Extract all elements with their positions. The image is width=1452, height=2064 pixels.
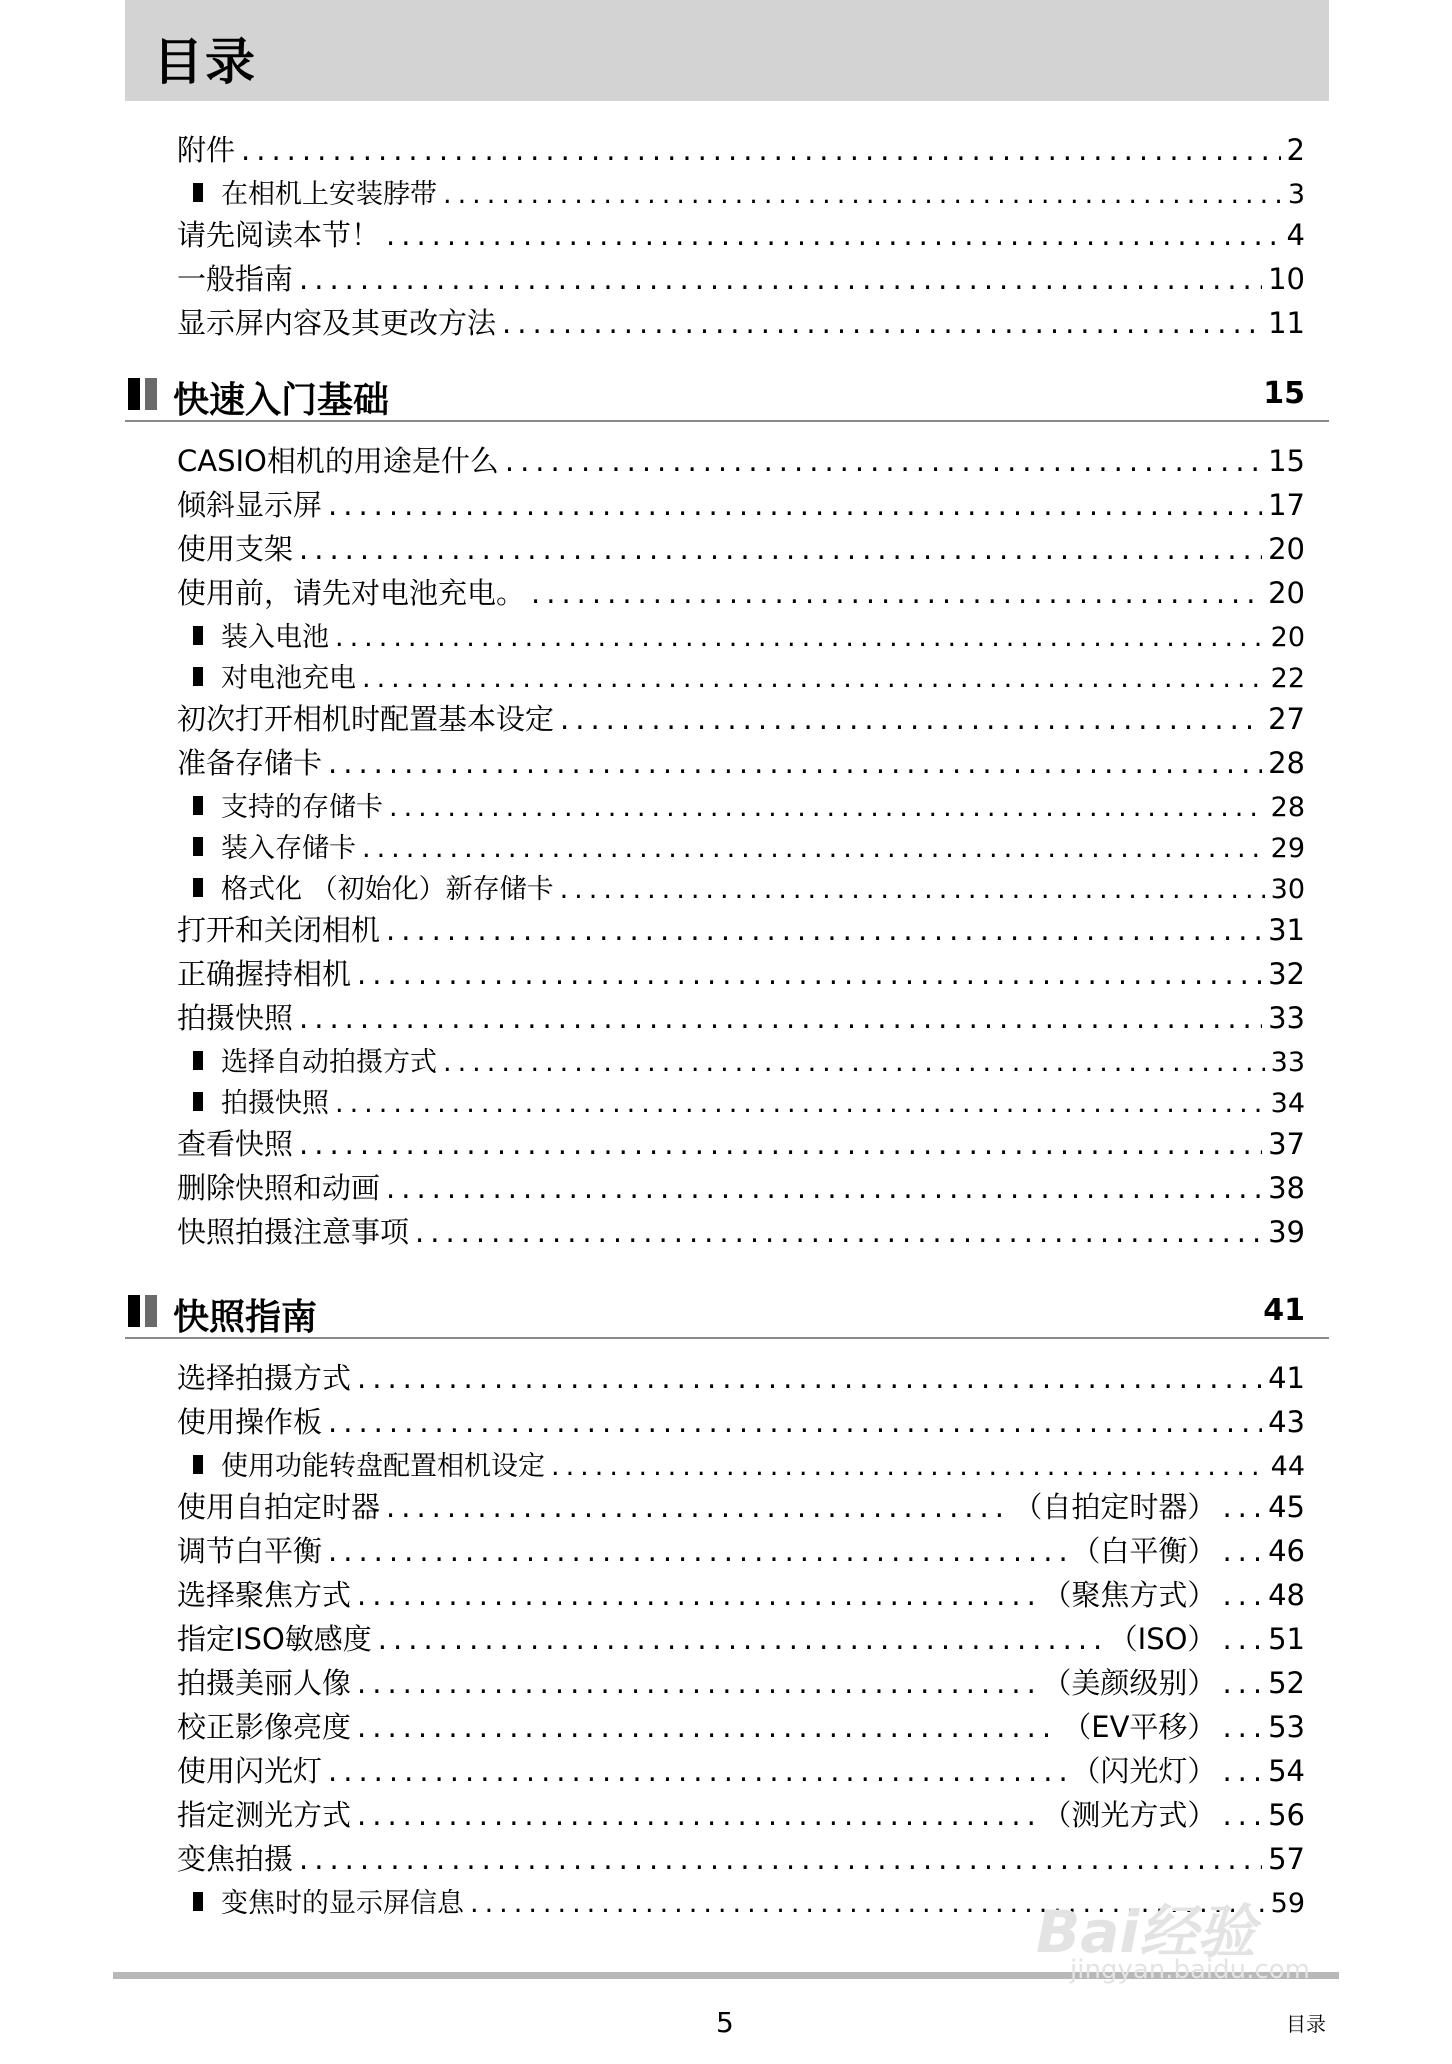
toc-entry[interactable] bbox=[177, 527, 1305, 567]
dot-leader bbox=[299, 1842, 1262, 1876]
dot-leader bbox=[531, 576, 1262, 610]
toc-entry-page: 43 bbox=[1268, 1405, 1305, 1439]
toc-subentry[interactable] bbox=[193, 1040, 1305, 1080]
toc-subentry[interactable] bbox=[193, 867, 1305, 907]
dot-leader-tail: ... bbox=[1222, 1490, 1269, 1524]
toc-entry-page: 20 bbox=[1268, 532, 1305, 566]
toc-entry-page: 31 bbox=[1268, 913, 1305, 947]
toc-entry-page: 32 bbox=[1268, 957, 1305, 991]
dot-leader-tail: ... bbox=[1222, 1622, 1269, 1656]
toc-entry-label: 倾斜显示屏 bbox=[177, 488, 323, 522]
dot-leader bbox=[386, 913, 1262, 947]
dot-leader bbox=[551, 1451, 1265, 1482]
dot-leader bbox=[299, 262, 1262, 296]
toc-entry-page: 57 bbox=[1268, 1842, 1305, 1876]
dot-leader bbox=[328, 1534, 1065, 1568]
toc-subentry[interactable] bbox=[193, 172, 1305, 212]
toc-entry-label: 使用操作板 bbox=[177, 1405, 323, 1439]
toc-entry[interactable] bbox=[177, 1166, 1305, 1206]
dot-leader bbox=[389, 792, 1265, 823]
toc-entry-label: 附件 bbox=[177, 133, 236, 167]
toc-entry-label: 校正影像亮度 bbox=[177, 1710, 352, 1744]
toc-entry-page: 41 bbox=[1268, 1361, 1305, 1395]
toc-entry-label: 使用前，请先对电池充电。 bbox=[177, 576, 526, 610]
toc-entry[interactable] bbox=[177, 1400, 1305, 1440]
square-bullet-icon bbox=[193, 1455, 203, 1474]
toc-entry-label: 显示屏内容及其更改方法 bbox=[177, 306, 497, 340]
dot-leader bbox=[386, 218, 1281, 252]
toc-entry[interactable] bbox=[177, 1485, 1305, 1525]
toc-entry[interactable] bbox=[177, 697, 1305, 737]
dot-leader bbox=[357, 1666, 1036, 1700]
toc-entry-page: 48 bbox=[1268, 1578, 1305, 1612]
toc-entry-label: 在相机上安装脖带 bbox=[221, 179, 437, 210]
toc-entry[interactable] bbox=[177, 257, 1305, 297]
square-bullet-icon bbox=[193, 667, 203, 686]
toc-entry-page: 38 bbox=[1268, 1171, 1305, 1205]
square-bullet-icon bbox=[193, 837, 203, 856]
dot-leader bbox=[357, 957, 1262, 991]
square-bullet-icon bbox=[193, 626, 203, 645]
dot-leader bbox=[362, 833, 1265, 864]
toc-entry-page: 45 bbox=[1268, 1490, 1305, 1524]
watermark-url: jingyan.baidu.com bbox=[1070, 1955, 1310, 1985]
section-title: 快速入门基础 bbox=[173, 380, 390, 421]
square-bullet-icon bbox=[193, 1051, 203, 1070]
dot-leader bbox=[378, 1622, 1103, 1656]
toc-entry-page: 15 bbox=[1268, 444, 1305, 478]
toc-entry[interactable] bbox=[177, 1529, 1305, 1569]
toc-entry[interactable] bbox=[177, 483, 1305, 523]
toc-entry[interactable] bbox=[177, 1661, 1305, 1701]
page-number: 5 bbox=[716, 2006, 734, 2039]
dot-leader bbox=[299, 1001, 1262, 1035]
toc-entry-label: 使用功能转盘配置相机设定 bbox=[221, 1451, 545, 1482]
section-title: 快照指南 bbox=[173, 1297, 318, 1338]
toc-entry-page: 39 bbox=[1268, 1215, 1305, 1249]
toc-entry[interactable] bbox=[177, 128, 1305, 168]
toc-entry[interactable] bbox=[177, 1837, 1305, 1877]
toc-entry-label: 拍摄美丽人像 bbox=[177, 1666, 352, 1700]
toc-entry-label: 变焦拍摄 bbox=[177, 1842, 294, 1876]
toc-entry-page: 33 bbox=[1268, 1001, 1305, 1035]
toc-entry-page: 34 bbox=[1270, 1088, 1305, 1119]
toc-subentry[interactable] bbox=[193, 615, 1305, 655]
toc-entry-reference: （白平衡） bbox=[1071, 1534, 1217, 1568]
toc-entry[interactable] bbox=[177, 908, 1305, 948]
dot-leader bbox=[357, 1578, 1036, 1612]
section-marker-icon bbox=[128, 378, 162, 414]
toc-entry-page: 17 bbox=[1268, 488, 1305, 522]
square-bullet-icon bbox=[193, 1892, 203, 1911]
toc-entry-page: 11 bbox=[1268, 306, 1305, 340]
square-bullet-icon bbox=[193, 878, 203, 897]
toc-entry[interactable] bbox=[177, 996, 1305, 1036]
toc-entry-label: 正确握持相机 bbox=[177, 957, 352, 991]
toc-entry-page: 10 bbox=[1268, 262, 1305, 296]
toc-entry-page: 56 bbox=[1268, 1798, 1305, 1832]
dot-leader bbox=[335, 1088, 1265, 1119]
toc-entry-reference: （美颜级别） bbox=[1042, 1666, 1217, 1700]
toc-subentry[interactable] bbox=[193, 826, 1305, 866]
footer-section-label: 目录 bbox=[1286, 2012, 1326, 2036]
toc-entry-page: 46 bbox=[1268, 1534, 1305, 1568]
toc-entry-page: 20 bbox=[1270, 622, 1305, 653]
toc-entry-page: 54 bbox=[1268, 1754, 1305, 1788]
toc-subentry[interactable] bbox=[193, 785, 1305, 825]
dot-leader bbox=[328, 1405, 1262, 1439]
square-bullet-icon bbox=[193, 796, 203, 815]
dot-leader bbox=[328, 746, 1262, 780]
dot-leader bbox=[560, 874, 1265, 905]
toc-entry-page: 44 bbox=[1270, 1451, 1305, 1482]
toc-entry[interactable] bbox=[177, 301, 1305, 341]
toc-entry-label: 装入电池 bbox=[221, 622, 329, 653]
toc-entry-label: 选择自动拍摄方式 bbox=[221, 1047, 437, 1078]
dot-leader bbox=[362, 663, 1265, 694]
dot-leader bbox=[328, 1754, 1065, 1788]
dot-leader bbox=[415, 1215, 1262, 1249]
toc-entry[interactable] bbox=[177, 1356, 1305, 1396]
dot-leader bbox=[443, 1047, 1265, 1078]
toc-entry-page: 30 bbox=[1270, 874, 1305, 905]
toc-entry-reference: （闪光灯） bbox=[1071, 1754, 1217, 1788]
toc-entry-reference: （测光方式） bbox=[1042, 1798, 1217, 1832]
toc-entry-reference: （EV平移） bbox=[1062, 1710, 1217, 1744]
toc-entry-page: 4 bbox=[1286, 218, 1305, 252]
toc-entry[interactable] bbox=[177, 1122, 1305, 1162]
toc-entry-label: 格式化 （初始化）新存储卡 bbox=[221, 874, 554, 905]
toc-entry-label: 指定测光方式 bbox=[177, 1798, 352, 1832]
toc-entry[interactable] bbox=[177, 1705, 1305, 1745]
dot-leader bbox=[386, 1171, 1262, 1205]
dot-leader-tail: ... bbox=[1222, 1754, 1269, 1788]
dot-leader bbox=[299, 532, 1262, 566]
toc-entry-page: 22 bbox=[1270, 663, 1305, 694]
toc-entry-label: 初次打开相机时配置基本设定 bbox=[177, 702, 555, 736]
dot-leader-tail: ... bbox=[1222, 1710, 1269, 1744]
dot-leader-tail: ... bbox=[1222, 1666, 1269, 1700]
toc-entry-label: 拍摄快照 bbox=[177, 1001, 294, 1035]
dot-leader bbox=[357, 1710, 1056, 1744]
toc-entry-label: 使用闪光灯 bbox=[177, 1754, 323, 1788]
toc-entry-page: 29 bbox=[1270, 833, 1305, 864]
toc-entry[interactable] bbox=[177, 213, 1305, 253]
toc-entry-label: 准备存储卡 bbox=[177, 746, 323, 780]
toc-entry-label: 支持的存储卡 bbox=[221, 792, 383, 823]
dot-leader bbox=[335, 622, 1265, 653]
toc-entry[interactable] bbox=[177, 1210, 1305, 1250]
toc-entry-page: 37 bbox=[1268, 1127, 1305, 1161]
toc-entry-label: 对电池充电 bbox=[221, 663, 356, 694]
dot-leader bbox=[299, 1127, 1262, 1161]
section-page: 41 bbox=[1263, 1293, 1305, 1328]
toc-entry-label: 变焦时的显示屏信息 bbox=[221, 1888, 464, 1919]
toc-subentry[interactable] bbox=[193, 1081, 1305, 1121]
toc-entry-page: 51 bbox=[1268, 1622, 1305, 1656]
toc-entry[interactable] bbox=[177, 1793, 1305, 1833]
toc-entry-page: 33 bbox=[1270, 1047, 1305, 1078]
toc-entry[interactable] bbox=[177, 1617, 1305, 1657]
toc-entry-page: 59 bbox=[1270, 1888, 1305, 1919]
toc-subentry[interactable] bbox=[193, 1444, 1305, 1484]
toc-entry-page: 20 bbox=[1268, 576, 1305, 610]
toc-entry[interactable] bbox=[177, 1573, 1305, 1613]
page-title: 目录 bbox=[153, 33, 257, 91]
toc-entry-label: 使用支架 bbox=[177, 532, 294, 566]
watermark-logo: Bai经验 bbox=[1036, 1898, 1256, 1966]
dot-leader bbox=[328, 488, 1262, 522]
section-marker-icon bbox=[128, 1295, 162, 1331]
toc-entry-page: 52 bbox=[1268, 1666, 1305, 1700]
title-bar bbox=[125, 0, 1329, 101]
toc-entry-label: 快照拍摄注意事项 bbox=[177, 1215, 410, 1249]
dot-leader bbox=[357, 1798, 1036, 1832]
toc-entry-label: 选择聚焦方式 bbox=[177, 1578, 352, 1612]
toc-entry-label: 使用自拍定时器 bbox=[177, 1490, 381, 1524]
toc-entry-label: 打开和关闭相机 bbox=[177, 913, 381, 947]
toc-entry-label: 选择拍摄方式 bbox=[177, 1361, 352, 1395]
section-header[interactable] bbox=[125, 1289, 1329, 1339]
section-header[interactable] bbox=[125, 372, 1329, 422]
toc-entry-page: 53 bbox=[1268, 1710, 1305, 1744]
dot-leader bbox=[241, 133, 1281, 167]
toc-entry[interactable] bbox=[177, 741, 1305, 781]
toc-entry-reference: （ISO） bbox=[1108, 1622, 1217, 1656]
toc-entry[interactable] bbox=[177, 571, 1305, 611]
dot-leader bbox=[502, 306, 1262, 340]
dot-leader bbox=[505, 444, 1262, 478]
square-bullet-icon bbox=[193, 183, 203, 202]
toc-entry-label: 删除快照和动画 bbox=[177, 1171, 381, 1205]
toc-entry-label: 指定ISO敏感度 bbox=[177, 1622, 372, 1656]
toc-entry-page: 27 bbox=[1268, 702, 1305, 736]
toc-entry-label: 拍摄快照 bbox=[221, 1088, 329, 1119]
toc-entry-label: 查看快照 bbox=[177, 1127, 294, 1161]
toc-entry-label: 装入存储卡 bbox=[221, 833, 356, 864]
dot-leader bbox=[560, 702, 1262, 736]
toc-entry-page: 3 bbox=[1287, 179, 1305, 210]
dot-leader-tail: ... bbox=[1222, 1578, 1269, 1612]
toc-entry[interactable] bbox=[177, 439, 1305, 479]
toc-entry-label: 调节白平衡 bbox=[177, 1534, 323, 1568]
toc-entry[interactable] bbox=[177, 1749, 1305, 1789]
toc-entry-page: 2 bbox=[1286, 133, 1305, 167]
toc-entry-label: 一般指南 bbox=[177, 262, 294, 296]
dot-leader bbox=[443, 179, 1282, 210]
toc-entry-label: 请先阅读本节！ bbox=[177, 218, 381, 252]
toc-entry-label: CASIO相机的用途是什么 bbox=[177, 444, 499, 478]
toc-entry-reference: （聚焦方式） bbox=[1042, 1578, 1217, 1612]
toc-entry[interactable] bbox=[177, 952, 1305, 992]
dot-leader bbox=[386, 1490, 1007, 1524]
square-bullet-icon bbox=[193, 1092, 203, 1111]
dot-leader bbox=[357, 1361, 1262, 1395]
toc-entry-page: 28 bbox=[1270, 792, 1305, 823]
section-page: 15 bbox=[1263, 376, 1305, 411]
toc-subentry[interactable] bbox=[193, 656, 1305, 696]
toc-entry-page: 28 bbox=[1268, 746, 1305, 780]
dot-leader-tail: ... bbox=[1222, 1534, 1269, 1568]
dot-leader-tail: ... bbox=[1222, 1798, 1269, 1832]
toc-entry-reference: （自拍定时器） bbox=[1013, 1490, 1217, 1524]
